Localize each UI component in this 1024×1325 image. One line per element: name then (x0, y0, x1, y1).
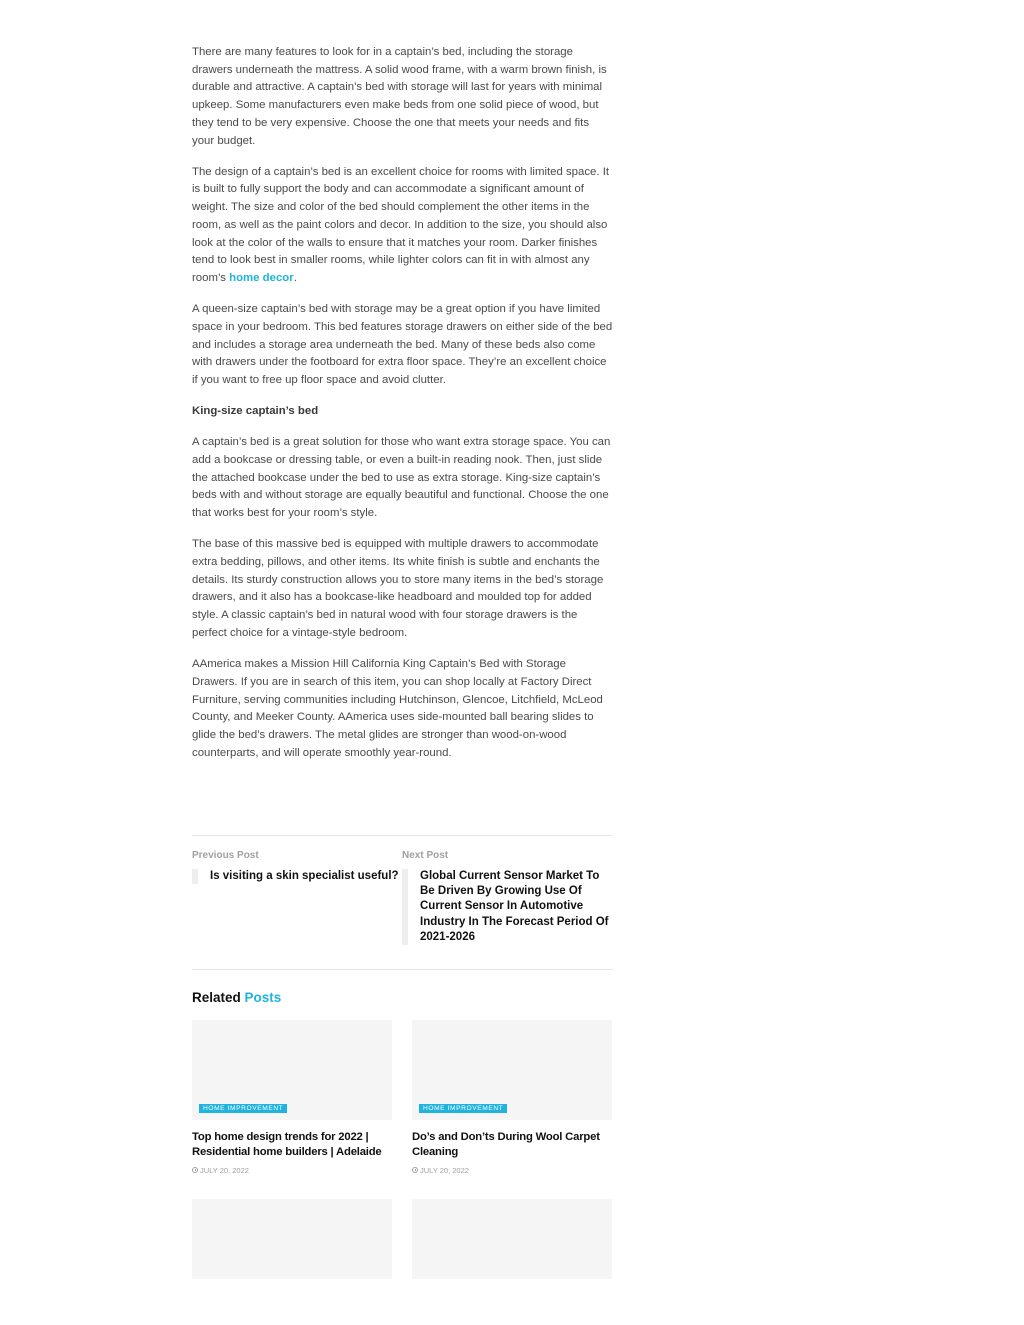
post-navigation (192, 835, 613, 970)
article-paragraph: The base of this massive bed is equipped with multiple drawers to accommodate extra bedding, pillows, and other items. Its white finish is subtle and enchants the details. Its sturdy construction allows you to store many items in the bed’s storage drawers, and it also has a bookcase-like headboard and moulded top for added style. A classic captain’s bed in natural wood with four storage drawers is the perfect choice for a vintage-style bedroom. (192, 538, 604, 639)
clock-icon (412, 1167, 418, 1173)
post-date-text: JULY 20, 2022 (200, 1165, 249, 1175)
paragraph-text-end: . (293, 271, 297, 284)
article-body (192, 44, 613, 776)
related-post-title[interactable]: Top home design trends for 2022 | Residential home builders | Adelaide (192, 1131, 382, 1159)
previous-post-title[interactable]: Is visiting a skin specialist useful? (192, 869, 402, 884)
article-paragraph: AAmerica makes a Mission Hill California King Captain’s Bed with Storage Drawers. If you are in search of this item, you can shop locally at Factory Direct Furniture, serving communities including Hutchinson, Glencoe, Litchfield, McLeod County, and Meeker County. AAmerica uses side-mounted ball bearing slides to glide the bed’s drawers. The metal glides are stronger than wood-on-wood counterparts, and will operate smoothly year-round. (192, 658, 603, 759)
article-paragraph: There are many features to look for in a captain’s bed, including the storage drawers underneath the mattress. A solid wood frame, with a warm brown finish, is durable and attractive. A captain’s bed with storage will last for years with minimal upkeep. Some manufacturers even make beds from one solid piece of wood, but they tend to be very expensive. Choose the one that meets your needs and fits your budget. (192, 46, 607, 147)
post-thumbnail[interactable] (412, 1199, 612, 1279)
clock-icon (192, 1167, 198, 1173)
article-paragraph: A queen-size captain’s bed with storage may be a great option if you have limited space in your bedroom. This bed features storage drawers on either side of the bed and includes a storage area underneath the bed. Many of these beds also come with drawers under the footboard for extra floor space. They’re an excellent choice if you want to free up floor space and avoid clutter. (192, 303, 613, 386)
post-date-text: JULY 20, 2022 (420, 1165, 469, 1175)
article-paragraph (192, 164, 613, 288)
article-paragraph: A captain’s bed is a great solution for those who want extra storage space. You can add a bookcase or dressing table, or even a built-in reading nook. Then, just slide the attached bookcase under the bed to use as extra storage. King-size captain’s beds with and without storage are equally beautiful and functional. Choose the one that works best for your room’s style. (192, 436, 611, 520)
related-posts-heading (192, 990, 281, 1005)
post-thumbnail[interactable] (192, 1199, 392, 1279)
home-decor-link[interactable]: home decor (229, 271, 294, 284)
related-post-card[interactable] (192, 1199, 392, 1279)
category-badge[interactable]: HOME IMPROVEMENT (199, 1104, 287, 1113)
related-post-card[interactable] (412, 1020, 612, 1175)
related-post-card[interactable] (192, 1020, 392, 1175)
related-heading-main: Related (192, 990, 241, 1005)
previous-post-label: Previous Post (192, 850, 259, 861)
next-post[interactable] (402, 850, 612, 945)
related-post-card[interactable] (412, 1199, 612, 1279)
related-post-title[interactable]: Do’s and Don’ts During Wool Carpet Cleaning (412, 1131, 600, 1159)
next-post-label: Next Post (402, 850, 449, 861)
post-thumbnail[interactable] (412, 1020, 612, 1120)
post-thumbnail[interactable] (192, 1020, 392, 1120)
previous-post[interactable] (192, 850, 402, 884)
paragraph-text: The design of a captain’s bed is an excellent choice for rooms with limited space. It is built to fully support the body and can accommodate a significant amount of weight. The size and color of the bed should complement the other items in the room, as well as the paint colors and decor. In addition to the size, you should also look at the color of the walls to ensure that it matches your room. Darker finishes tend to look best in smaller rooms, while lighter colors can fit in with almost any room’s (192, 165, 610, 284)
section-subheading: King-size captain’s bed (192, 405, 319, 418)
related-heading-accent: Posts (244, 990, 282, 1005)
post-date (192, 1166, 392, 1175)
next-post-title[interactable]: Global Current Sensor Market To Be Driven By Growing Use Of Current Sensor In Automotive Industry In The Forecast Period Of 2021-2026 (402, 869, 612, 945)
category-badge[interactable]: HOME IMPROVEMENT (419, 1104, 507, 1113)
post-date (412, 1166, 612, 1175)
